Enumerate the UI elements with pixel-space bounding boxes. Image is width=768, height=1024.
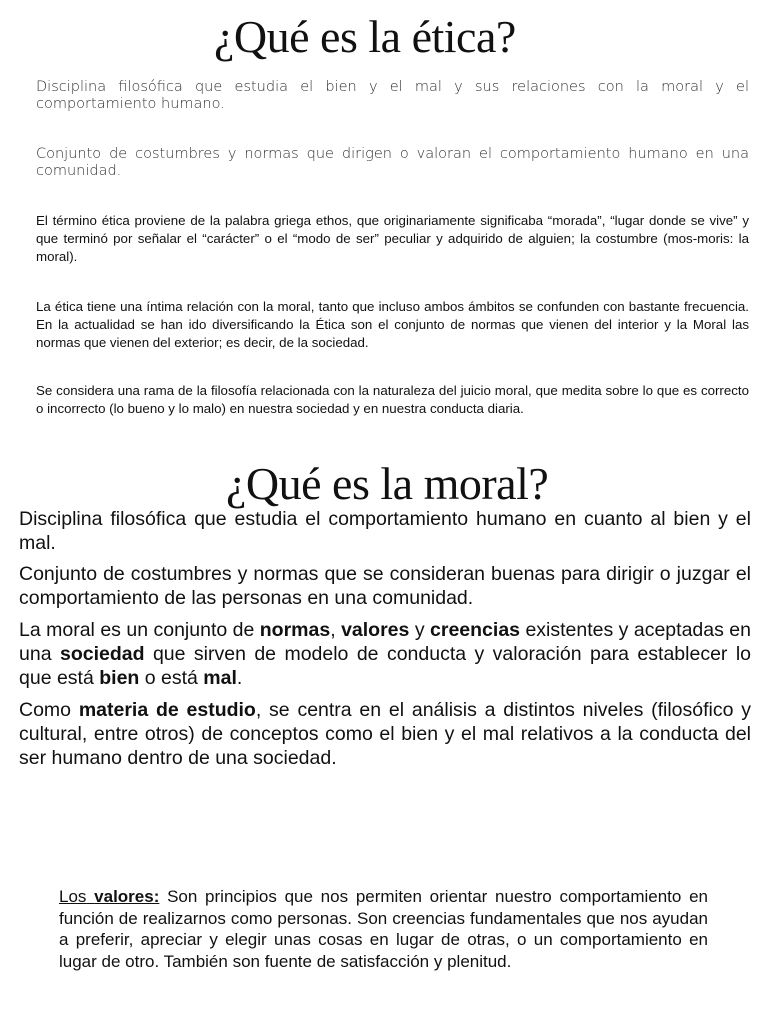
keyword-bien: bien	[99, 667, 140, 689]
keyword-sociedad: sociedad	[59, 643, 145, 665]
keyword-creencias: creencias	[430, 619, 521, 641]
keyword-mal: mal	[203, 667, 237, 689]
etica-paragraph-4: La ética tiene una íntima relación con la moral, tanto que incluso ambos ámbitos se confunden con bastante frecuencia. En la actualidad se han ido diversificando la Ética son el conjunto de normas que vienen del interior y la Moral las normas que vienen del exterior; es decir, de la sociedad.	[36, 299, 749, 350]
moral-title: ¿Qué es la moral?	[226, 458, 549, 509]
etica-paragraph-3: El término ética proviene de la palabra griega ethos, que originariamente significaba “morada”, “lugar donde se vive” y que terminó por señalar el “carácter” o el “modo de ser” peculiar y adquirido de alguien; la costumbre (mos-moris: la moral).	[36, 213, 749, 264]
keyword-valores: valores	[341, 619, 410, 641]
moral-paragraph-3: La moral es un conjunto de normas, valores y creencias existentes y aceptadas en una sociedad que sirven de modelo de conducta y valoración para establecer lo que está bien o está mal.	[19, 619, 752, 689]
etica-paragraph-1: Disciplina filosófica que estudia el bien y el mal y sus relaciones con la moral y el comportamiento humano.	[36, 79, 749, 112]
keyword-materia-de-estudio: materia de estudio	[78, 699, 256, 721]
valores-heading-los: Los	[59, 887, 87, 906]
valores-paragraph: Los valores: Son principios que nos permiten orientar nuestro comportamiento en función de realizarnos como personas. Son creencias fundamentales que nos ayudan a preferir, apreciar y elegir unas cosas en lugar de otras, o un comportamiento en lugar de otro. También son fuente de satisfacción y plenitud.	[59, 887, 708, 971]
etica-paragraph-5: Se considera una rama de la filosofía relacionada con la naturaleza del juicio moral, que medita sobre lo que es correcto o incorrecto (lo bueno y lo malo) en nuestra sociedad y en nuestra conducta diaria.	[36, 383, 749, 416]
valores-heading-label: valores:	[94, 887, 160, 906]
etica-title: ¿Qué es la ética?	[214, 11, 516, 62]
moral-paragraph-1: Disciplina filosófica que estudia el comportamiento humano en cuanto al bien y el mal.	[19, 508, 751, 554]
etica-paragraph-2: Conjunto de costumbres y normas que dirigen o valoran el comportamiento humano en una comunidad.	[36, 146, 749, 179]
keyword-normas: normas	[259, 619, 331, 641]
moral-paragraph-2: Conjunto de costumbres y normas que se consideran buenas para dirigir o juzgar el comportamiento de las personas en una comunidad.	[19, 563, 751, 609]
moral-paragraph-4: Como materia de estudio, se centra en el análisis a distintos niveles (filosófico y cultural, entre otros) de conceptos como el bien y el mal relativos a la conducta del ser humano dentro de una sociedad.	[19, 699, 752, 769]
